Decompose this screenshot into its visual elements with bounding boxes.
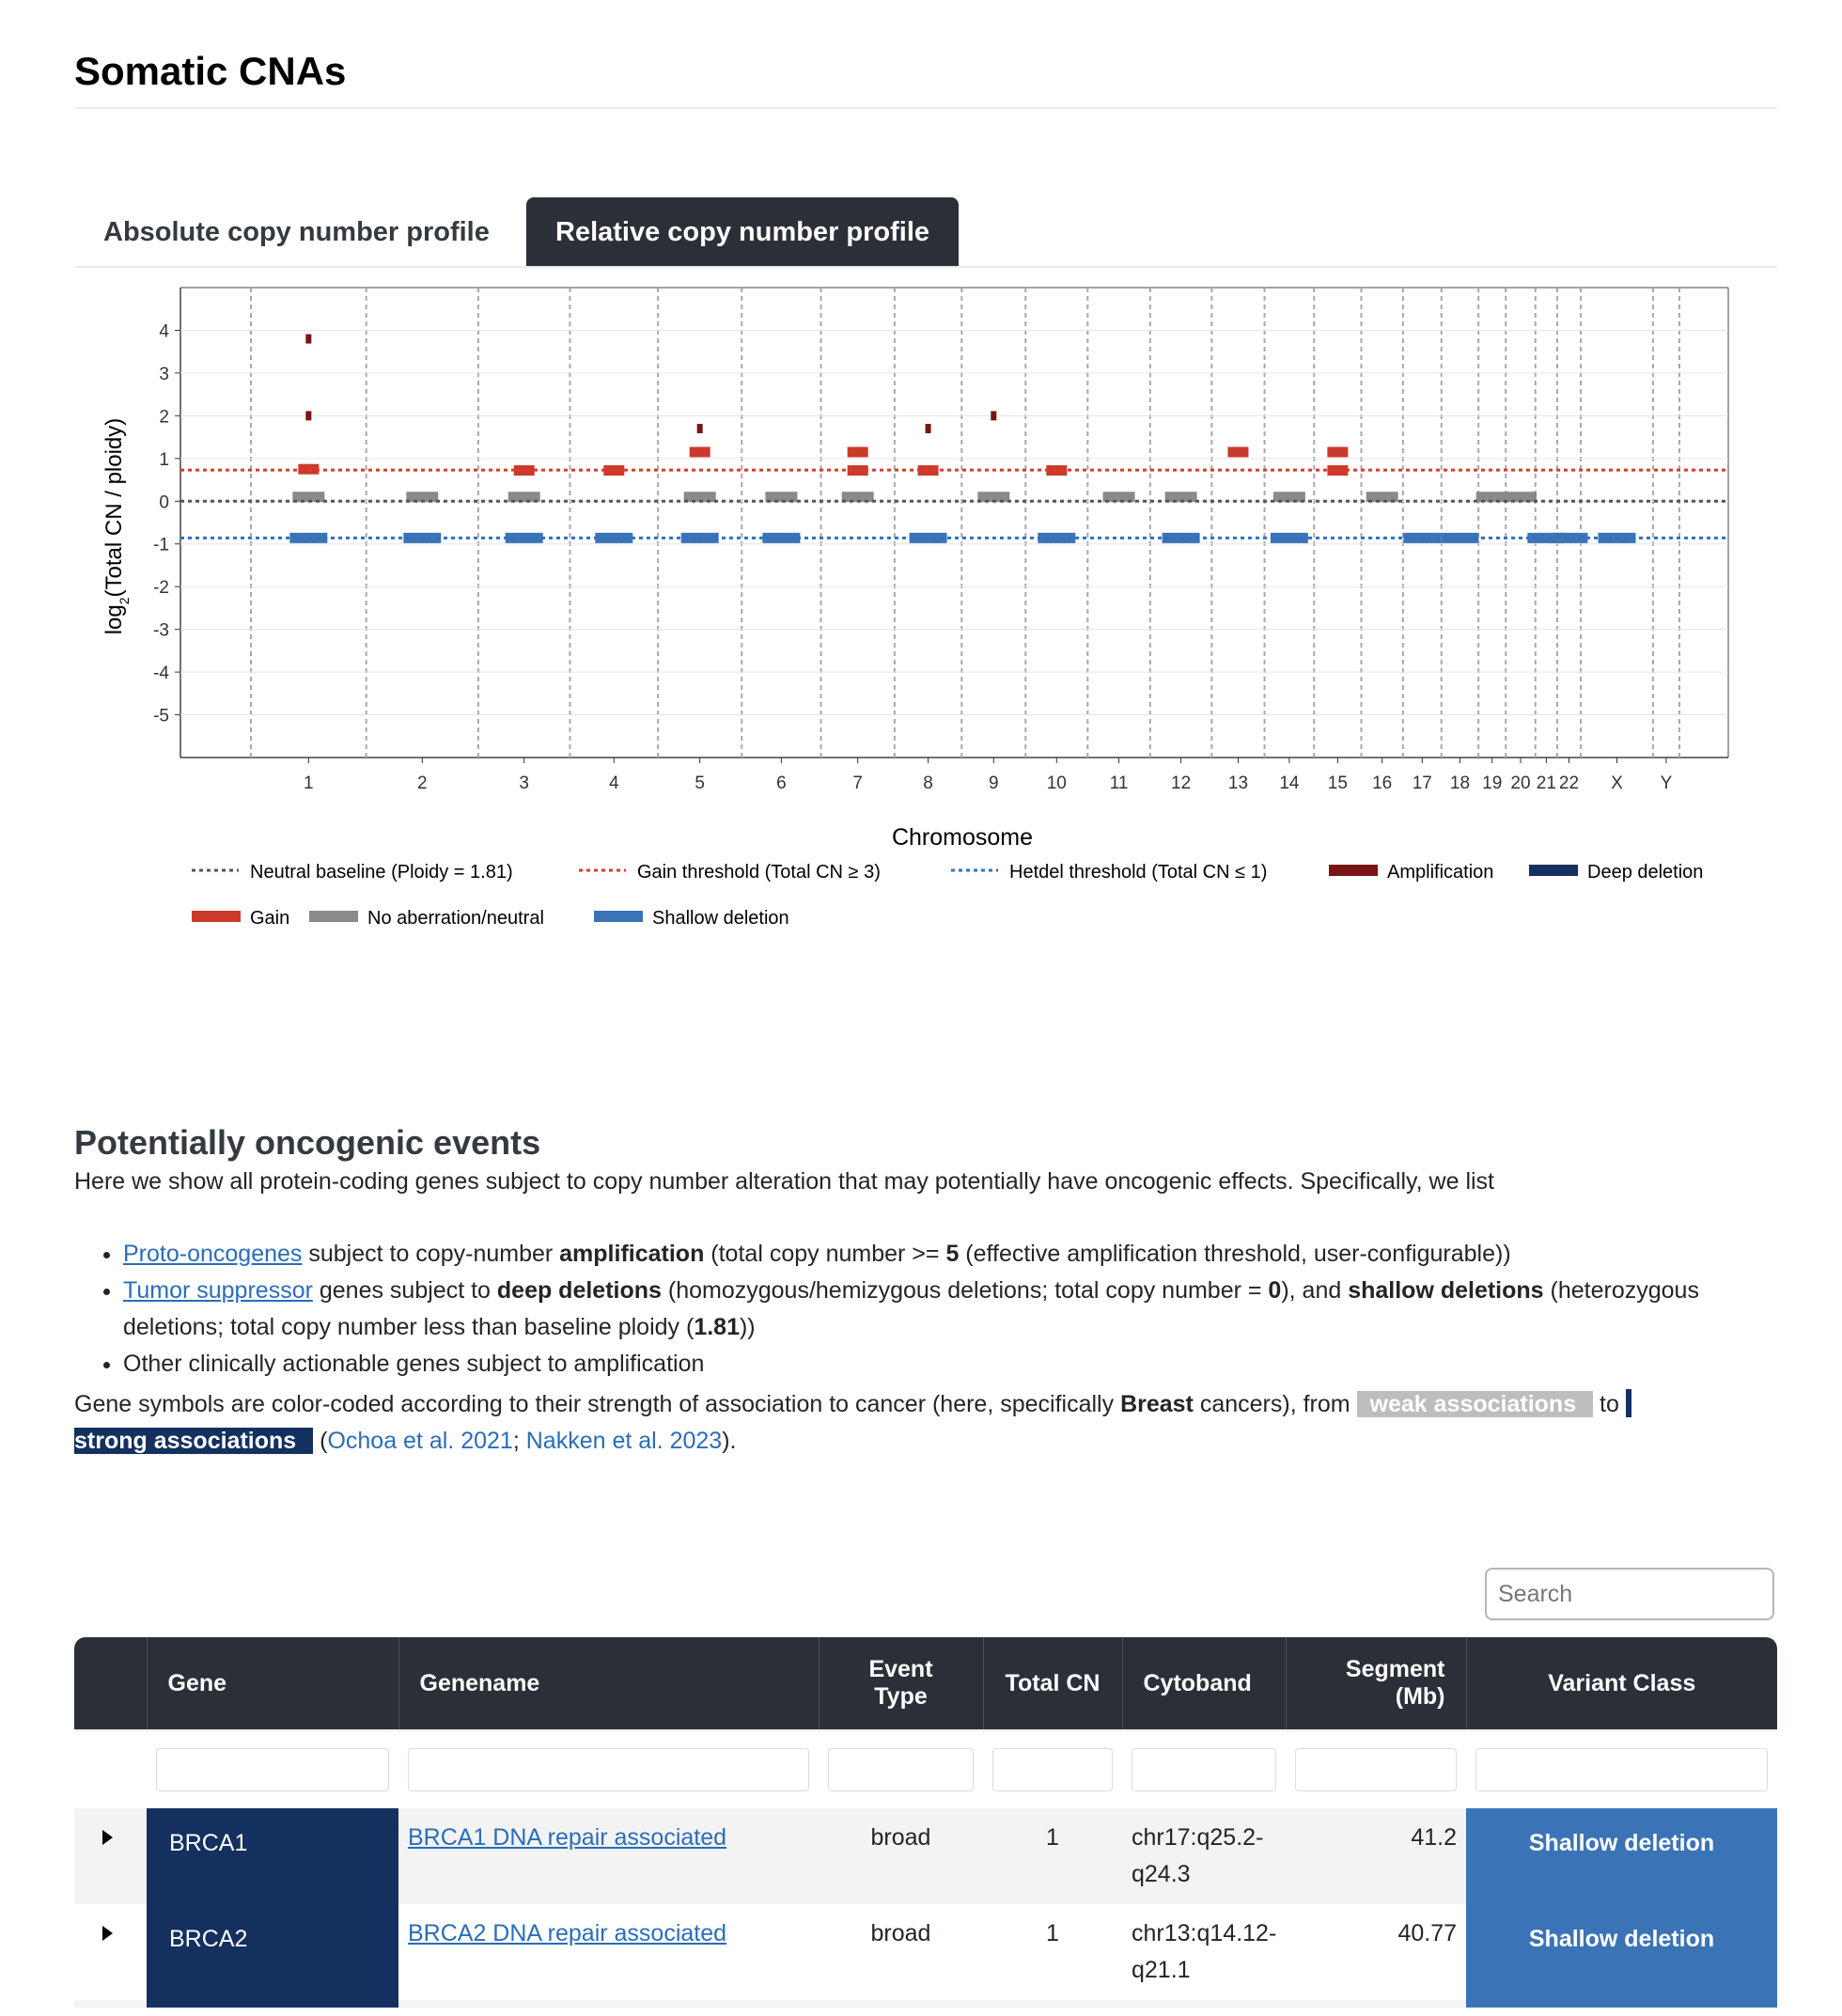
oncogenic-title: Potentially oncogenic events xyxy=(74,1123,541,1162)
x-tick-label: 8 xyxy=(923,774,933,793)
y-tick-label: -3 xyxy=(153,620,169,641)
section-title: Somatic CNAs xyxy=(74,49,347,93)
col-variant-class[interactable]: Variant Class xyxy=(1466,1637,1777,1730)
col-expand xyxy=(74,1637,147,1730)
col-event-type[interactable]: Event Type xyxy=(819,1637,983,1730)
filter-row xyxy=(74,1730,1777,1808)
citation-ochoa[interactable]: Ochoa et al. 2021 xyxy=(327,1428,513,1454)
genename-link[interactable]: BRCA2 DNA repair associated xyxy=(408,1920,727,1946)
legend-label: Deep deletion xyxy=(1587,862,1704,883)
x-tick-label: 17 xyxy=(1412,774,1432,793)
filter-variant-class-input[interactable] xyxy=(1475,1748,1768,1791)
oncogenic-intro: Here we show all protein-coding genes subject to copy number alteration that may potentially have oncogenic effects. Specifically, we list xyxy=(74,1168,1494,1195)
x-tick-label: 1 xyxy=(304,774,314,793)
x-tick-label: 14 xyxy=(1279,774,1300,793)
x-tick-label: 9 xyxy=(989,774,999,793)
legend-swatch xyxy=(192,911,241,922)
x-tick-label: 10 xyxy=(1046,774,1067,793)
list-item: • Other clinically actionable genes subject to amplification xyxy=(123,1346,1805,1383)
legend-label: Shallow deletion xyxy=(652,908,789,929)
tab-divider xyxy=(74,266,1777,268)
plot-area xyxy=(180,288,1728,758)
legend-label: Gain xyxy=(250,908,290,929)
tumor-suppressor-link[interactable]: Tumor suppressor xyxy=(123,1277,313,1304)
filter-event-type-input[interactable] xyxy=(828,1748,974,1791)
legend-label: Amplification xyxy=(1387,862,1494,883)
segment-cell: 40.77 xyxy=(1286,1904,1466,2000)
segment-mark xyxy=(848,447,868,458)
gene-cell: BRCA1 xyxy=(147,1808,398,1904)
tab-absolute-cn[interactable]: Absolute copy number profile xyxy=(103,217,490,247)
table-row xyxy=(74,2000,1777,2008)
search-input[interactable] xyxy=(1485,1568,1774,1620)
cytoband-cell: chr17:q25.2-q24.3 xyxy=(1122,1808,1286,1904)
event-type-cell: broad xyxy=(819,1808,983,1904)
cna-table xyxy=(74,1637,1777,2008)
col-gene[interactable]: Gene xyxy=(147,1637,398,1730)
segment-cell: 41.2 xyxy=(1286,1808,1466,1904)
x-tick-label: 19 xyxy=(1482,774,1503,793)
legend-swatch xyxy=(594,911,643,922)
filter-total-cn-input[interactable] xyxy=(992,1748,1113,1791)
legend-label: Neutral baseline (Ploidy = 1.81) xyxy=(250,862,513,883)
variant-class-cell: Shallow deletion xyxy=(1466,1904,1777,2000)
segment-mark xyxy=(1327,447,1348,458)
y-tick-label: -5 xyxy=(153,706,169,727)
segment-mark xyxy=(603,465,624,476)
filter-genename-input[interactable] xyxy=(408,1748,809,1791)
strong-association-marker xyxy=(1626,1389,1631,1417)
x-tick-label: 18 xyxy=(1449,774,1471,793)
tab-bar xyxy=(74,197,1777,267)
x-tick-label: 4 xyxy=(608,774,619,793)
gene-cell: BRCA2 xyxy=(147,1904,398,2000)
segment-mark xyxy=(305,411,311,420)
expand-row-icon[interactable] xyxy=(102,1830,113,1845)
segment-mark xyxy=(991,411,996,420)
x-axis-label: Chromosome xyxy=(891,824,1034,851)
x-tick-label: 20 xyxy=(1510,774,1531,793)
variant-class-cell: Shallow deletion xyxy=(1466,1808,1777,1904)
x-tick-label: 12 xyxy=(1171,774,1192,793)
y-axis-label: $\log_2(Total$ CN / ploidy) xyxy=(101,417,132,635)
y-tick-label: -4 xyxy=(153,664,169,684)
plot-legend xyxy=(192,862,1703,929)
x-tick-label: 13 xyxy=(1227,774,1249,793)
filter-gene-input[interactable] xyxy=(156,1748,389,1791)
segment-mark xyxy=(926,424,931,433)
cytoband-cell: chr13:q14.12-q21.1 xyxy=(1122,1904,1286,2000)
y-tick-label: 1 xyxy=(159,449,169,470)
filter-segment-input[interactable] xyxy=(1295,1748,1457,1791)
citation-nakken[interactable]: Nakken et al. 2023 xyxy=(525,1428,723,1454)
legend-label: Hetdel threshold (Total CN ≤ 1) xyxy=(1009,862,1268,883)
legend-label: Gain threshold (Total CN ≥ 3) xyxy=(637,862,881,883)
expand-row-icon[interactable] xyxy=(102,1926,113,1941)
genename-link[interactable]: BRCA1 DNA repair associated xyxy=(408,1824,727,1851)
segment-mark xyxy=(690,447,710,458)
col-total-cn[interactable]: Total CN xyxy=(983,1637,1122,1730)
x-tick-label: 21 xyxy=(1536,774,1556,793)
total-cn-cell: 1 xyxy=(983,1904,1122,2000)
x-tick-label: X xyxy=(1611,774,1623,793)
legend-swatch xyxy=(309,911,358,922)
proto-oncogenes-link[interactable]: Proto-oncogenes xyxy=(123,1241,303,1267)
col-cytoband[interactable]: Cytoband xyxy=(1122,1637,1286,1730)
segment-mark xyxy=(514,465,535,476)
strong-association-badge: strong associations xyxy=(74,1428,313,1454)
x-tick-label: 15 xyxy=(1327,774,1348,793)
x-tick-label: 7 xyxy=(852,774,863,793)
legend-swatch xyxy=(1529,865,1578,876)
x-tick-label: 3 xyxy=(519,774,529,793)
col-genename[interactable]: Genename xyxy=(398,1637,819,1730)
y-tick-label: 2 xyxy=(159,407,169,428)
weak-association-badge: weak associations xyxy=(1357,1391,1594,1417)
list-item: • Tumor suppressor genes subject to deep deletions (homozygous/hemizygous deletions; total copy number = 0), and shallow deletions (heterozygous deletions; total copy number less than baseline ploidy (1.81)) xyxy=(123,1273,1805,1346)
table-row xyxy=(74,1904,1777,2000)
table-row xyxy=(74,1808,1777,1904)
legend-label: No aberration/neutral xyxy=(367,908,544,929)
x-tick-label: 6 xyxy=(776,774,787,793)
legend-swatch xyxy=(1329,865,1378,876)
filter-cytoband-input[interactable] xyxy=(1132,1748,1276,1791)
divider xyxy=(74,107,1777,109)
y-tick-label: 0 xyxy=(159,492,169,513)
col-segment[interactable]: Segment (Mb) xyxy=(1286,1637,1466,1730)
list-item: • Proto-oncogenes subject to copy-number amplification (total copy number >= 5 (effective amplification threshold, user-configurable)) xyxy=(123,1236,1805,1273)
relative-cn-plot xyxy=(74,273,1777,949)
y-tick-label: -1 xyxy=(153,535,169,555)
y-tick-label: -2 xyxy=(153,578,169,599)
event-type-cell: broad xyxy=(819,1904,983,2000)
y-tick-label: 3 xyxy=(159,364,169,384)
total-cn-cell: 1 xyxy=(983,1808,1122,1904)
color-code-note: Gene symbols are color-coded according to their strength of association to cancer (here, specifically Breast cancers), from weak associations to strong associations (Ochoa et al. 2021; Nakken et al. 2023). xyxy=(74,1386,1766,1460)
x-tick-label: 16 xyxy=(1372,774,1393,793)
tab-relative-cn[interactable]: Relative copy number profile xyxy=(526,197,959,267)
segment-mark xyxy=(1046,465,1067,476)
x-tick-label: 11 xyxy=(1109,774,1129,793)
x-tick-label: 22 xyxy=(1558,774,1580,793)
x-tick-label: Y xyxy=(1660,774,1673,793)
segment-mark xyxy=(1227,447,1248,458)
x-tick-label: 5 xyxy=(695,774,705,793)
x-tick-label: 2 xyxy=(417,774,428,793)
segment-mark xyxy=(1327,465,1348,476)
segment-mark xyxy=(697,424,703,433)
segment-mark xyxy=(305,335,311,344)
y-tick-label: 4 xyxy=(159,321,169,342)
criteria-list xyxy=(74,1236,1805,1383)
